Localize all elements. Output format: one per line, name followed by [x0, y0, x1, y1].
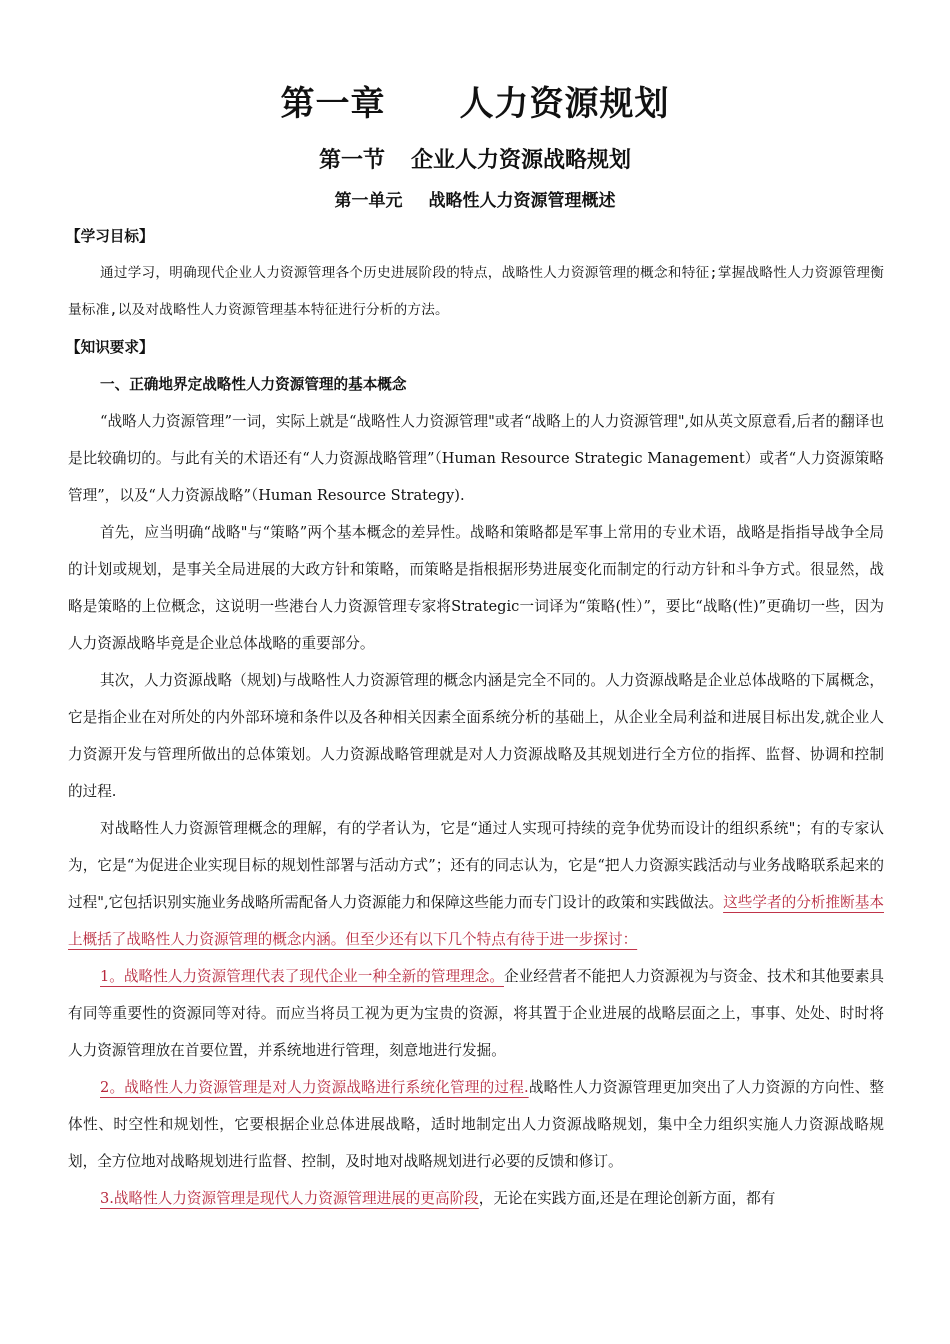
- point-3-text: ，无论在实践方面,还是在理论创新方面，都有: [478, 1190, 776, 1207]
- paragraph-4-underlined: 这些学者的分析推断基本上概括了战略性人力资源管理的概念内涵。但至少还有以下几个特点有待于进一步探讨：: [68, 894, 884, 948]
- learning-objectives-label: 【学习目标】: [66, 228, 154, 245]
- section-heading: [0, 143, 950, 174]
- paragraph-2: 首先，应当明确“战略"与“策略”两个基本概念的差异性。战略和策略都是军事上常用的专业术语，战略是指指导战争全局的计划或规划，是事关全局进展的大政方针和策略，而策略是指根据形势进展变化而制定的行动方针和斗争方式。很显然，战略是策略的上位概念，这说明一些港台人力资源管理专家将Strategic一词译为“策略(性）”，要比“战略(性)”更确切一些，因为人力资源战略毕竟是企业总体战略的重要部分。: [68, 524, 884, 652]
- point-2: [68, 1069, 884, 1180]
- point-1-text: 企业经营者不能把人力资源视为与资金、技术和其他要素具有同等重要性的资源同等对待。而应当将员工视为更为宝贵的资源，将其置于企业进展的战略层面之上，事事、处处、时时将人力资源管理放在首要位置，并系统地进行管理，刻意地进行发掘。: [68, 968, 884, 1059]
- point-1: [68, 958, 884, 1069]
- unit-title: 第一单元: [334, 191, 403, 211]
- paragraph-3: 其次，人力资源战略（规划)与战略性人力资源管理的概念内涵是完全不同的。人力资源战略是企业总体战略的下属概念，它是指企业在对所处的内外部环境和条件以及各种相关因素全面系统分析的基础上，从企业全局利益和进展目标出发,就企业人力资源开发与管理所做出的总体策划。人力资源战略管理就是对人力资源战略及其规划进行全方位的指挥、监督、协调和控制的过程.: [68, 672, 884, 800]
- point-3-heading: 3.战略性人力资源管理是现代人力资源管理进展的更高阶段: [100, 1190, 479, 1207]
- point-1-heading: 1。战略性人力资源管理代表了现代企业一种全新的管理理念。: [100, 968, 504, 985]
- section-title: 第一节: [318, 148, 385, 173]
- chapter-heading: [0, 76, 950, 125]
- knowledge-requirements-label: 【知识要求】: [66, 339, 154, 356]
- subheading-1: 一、正确地界定战略性人力资源管理的基本概念: [100, 376, 407, 393]
- unit-name: 战略性人力资源管理概述: [428, 191, 616, 211]
- document-body: [68, 218, 884, 1217]
- paragraph-4-text: 对战略性人力资源管理概念的理解，有的学者认为，它是“通过人实现可持续的竞争优势而设计的组织系统"；有的专家认为，它是“为促进企业实现目标的规划性部署与活动方式”；还有的同志认为，它是“把人力资源实践活动与业务战略联系起来的过程",它包括识别实施业务战略所需配备人力资源能力和保障这些能力而专门设计的政策和实践做法。: [68, 820, 884, 911]
- learning-objectives-text: 通过学习，明确现代企业人力资源管理各个历史进展阶段的特点，战略性人力资源管理的概念和特征;掌握战略性人力资源管理衡量标准,以及对战略性人力资源管理基本特征进行分析的方法。: [68, 265, 884, 318]
- paragraph-4: [68, 810, 884, 958]
- section-name: 企业人力资源战略规划: [411, 148, 632, 173]
- paragraph-1: “战略人力资源管理”一词，实际上就是“战略性人力资源管理"或者“战略上的人力资源管理",如从英文原意看,后者的翻译也是比较确切的。与此有关的术语还有“人力资源战略管理”（Human Resource Strategic Management）或者“人力资源策略管理”，以及“人力资源战略”（Human Resource Strategy).: [68, 413, 884, 504]
- point-2-heading: 2。战略性人力资源管理是对人力资源战略进行系统化管理的过程.: [100, 1079, 529, 1096]
- chapter-name: 人力资源规划: [459, 84, 670, 124]
- chapter-title: 第一章: [280, 84, 386, 124]
- unit-heading: [0, 186, 950, 211]
- point-3: [68, 1180, 884, 1217]
- point-2-text: 战略性人力资源管理更加突出了人力资源的方向性、整体性、时空性和规划性，它要根据企业总体进展战略，适时地制定出人力资源战略规划，集中全力组织实施人力资源战略规划，全方位地对战略规划进行监督、控制，及时地对战略规划进行必要的反馈和修订。: [68, 1079, 884, 1170]
